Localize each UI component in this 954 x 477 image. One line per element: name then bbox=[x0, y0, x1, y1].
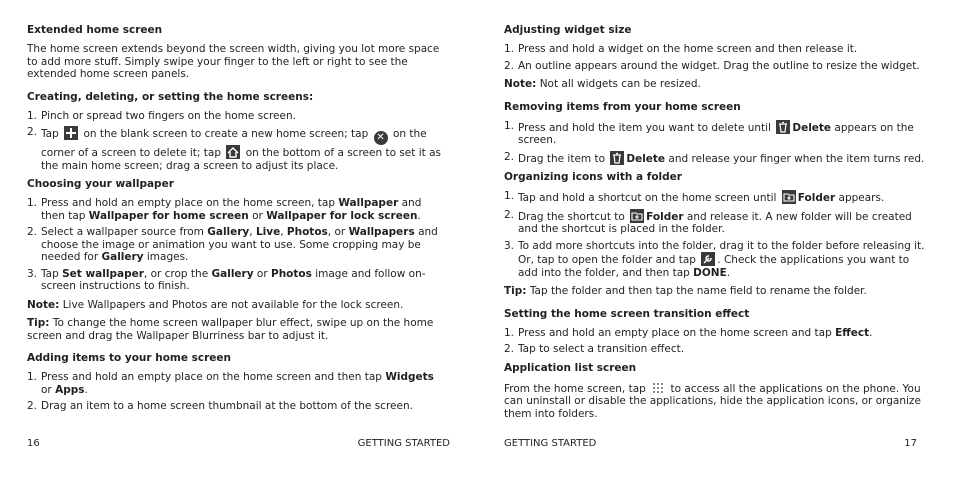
list-removing-items bbox=[504, 120, 928, 166]
note-lock-screen: Note: Live Wallpapers and Photos are not available for the lock screen. bbox=[27, 298, 404, 311]
list-item: 2. Tap on the blank screen to create a new home screen; tap ✕ on the corner of a screen to delete it; tap on the bottom of a screen to set it as the main home screen; drag a screen to adjust its place. bbox=[27, 126, 441, 172]
list-item: 2. Tap to select a transition effect. bbox=[504, 343, 685, 355]
wrench-icon bbox=[701, 252, 715, 266]
list-item: 1. Tap and hold a shortcut on the home screen until Folder appears. bbox=[504, 190, 885, 204]
list-item: 1. Press and hold an empty place on the home screen and then tap Widgets or Apps. bbox=[27, 371, 434, 396]
close-icon: ✕ bbox=[374, 131, 388, 145]
page-number-right: 17 bbox=[904, 438, 917, 449]
heading-creating-home-screens: Creating, deleting, or setting the home screens: bbox=[27, 90, 314, 103]
heading-choosing-wallpaper: Choosing your wallpaper bbox=[27, 178, 174, 190]
heading-extended-home-screen: Extended home screen bbox=[27, 24, 163, 36]
list-adjusting-widget bbox=[504, 43, 928, 72]
section-title-left: GETTING STARTED bbox=[357, 438, 450, 449]
list-item: 1. Press and hold an empty place on the home screen and tap Effect. bbox=[504, 326, 873, 339]
application-list-text: From the home screen, tap to access all the applications on the phone. You can uninstall or disable the applications, hide the application icons, or organize them into folders. bbox=[504, 382, 921, 420]
list-item: 1. Press and hold a widget on the home screen and then release it. bbox=[504, 43, 858, 55]
page-number-left: 16 bbox=[27, 438, 40, 449]
page-17 bbox=[477, 0, 954, 477]
tip-rename-folder: Tip: Tap the folder and then tap the name field to rename the folder. bbox=[504, 285, 867, 297]
heading-application-list: Application list screen bbox=[504, 361, 637, 374]
extended-home-screen-text: The home screen extends beyond the screen width, giving you lot more space to add more stuff. Simply swipe your finger to the left or right to see the extended home screen panels. bbox=[27, 43, 440, 80]
heading-adjusting-widget: Adjusting widget size bbox=[504, 24, 632, 36]
list-item: 1. Pinch or spread two fingers on the home screen. bbox=[27, 109, 296, 122]
list-wallpaper bbox=[27, 197, 447, 293]
trash-icon bbox=[776, 120, 790, 134]
list-home-screens bbox=[27, 110, 447, 173]
list-transition-effect bbox=[504, 327, 928, 356]
app-grid-icon bbox=[651, 381, 665, 395]
right-column bbox=[504, 24, 928, 426]
list-item: 3. Tap Set wallpaper, or crop the Gallery or Photos image and follow on-screen instructions to finish. bbox=[27, 267, 426, 292]
list-item: 1. Press and hold an empty place on the home screen, tap Wallpaper and then tap Wallpaper for home screen or Wallpaper for lock screen. bbox=[27, 197, 422, 222]
folder-icon bbox=[782, 190, 796, 204]
plus-icon bbox=[64, 126, 78, 140]
list-item: 2. Drag the item to Delete and release your finger when the item turns red. bbox=[504, 150, 925, 165]
heading-transition-effect: Setting the home screen transition effect bbox=[504, 307, 750, 320]
list-item: 2. Drag the shortcut to Folder and release it. A new folder will be created and the shortcut is placed in the folder. bbox=[504, 208, 912, 235]
list-adding-items bbox=[27, 371, 447, 413]
folder-icon bbox=[630, 209, 644, 223]
list-organizing-icons bbox=[504, 190, 928, 279]
list-item: 3. To add more shortcuts into the folder, drag it to the folder before releasing it. Or, tap to open the folder and tap . Check the applications you want to add into the folder, and then tap DONE. bbox=[504, 239, 925, 279]
list-item: 2. Drag an item to a home screen thumbnail at the bottom of the screen. bbox=[27, 400, 413, 412]
section-title-right: GETTING STARTED bbox=[504, 438, 597, 449]
home-icon bbox=[226, 145, 240, 159]
heading-adding-items: Adding items to your home screen bbox=[27, 352, 232, 364]
list-item: 2. Select a wallpaper source from Gallery, Live, Photos, or Wallpapers and choose the image or animation you want to use. Some cropping may be needed for Gallery images. bbox=[27, 226, 438, 263]
tip-blur-effect: Tip: To change the home screen wallpaper blur effect, swipe up on the home screen and drag the Wallpaper Blurriness bar to adjust it. bbox=[27, 317, 434, 342]
list-item: 2. An outline appears around the widget. Drag the outline to resize the widget. bbox=[504, 59, 920, 72]
list-item: 1. Press and hold the item you want to delete until Delete appears on the screen. bbox=[504, 119, 914, 146]
heading-organizing-icons: Organizing icons with a folder bbox=[504, 171, 682, 183]
note-widgets: Note: Not all widgets can be resized. bbox=[504, 78, 701, 90]
trash-icon bbox=[610, 151, 624, 165]
left-column bbox=[27, 24, 447, 419]
heading-removing-items: Removing items from your home screen bbox=[504, 100, 741, 113]
